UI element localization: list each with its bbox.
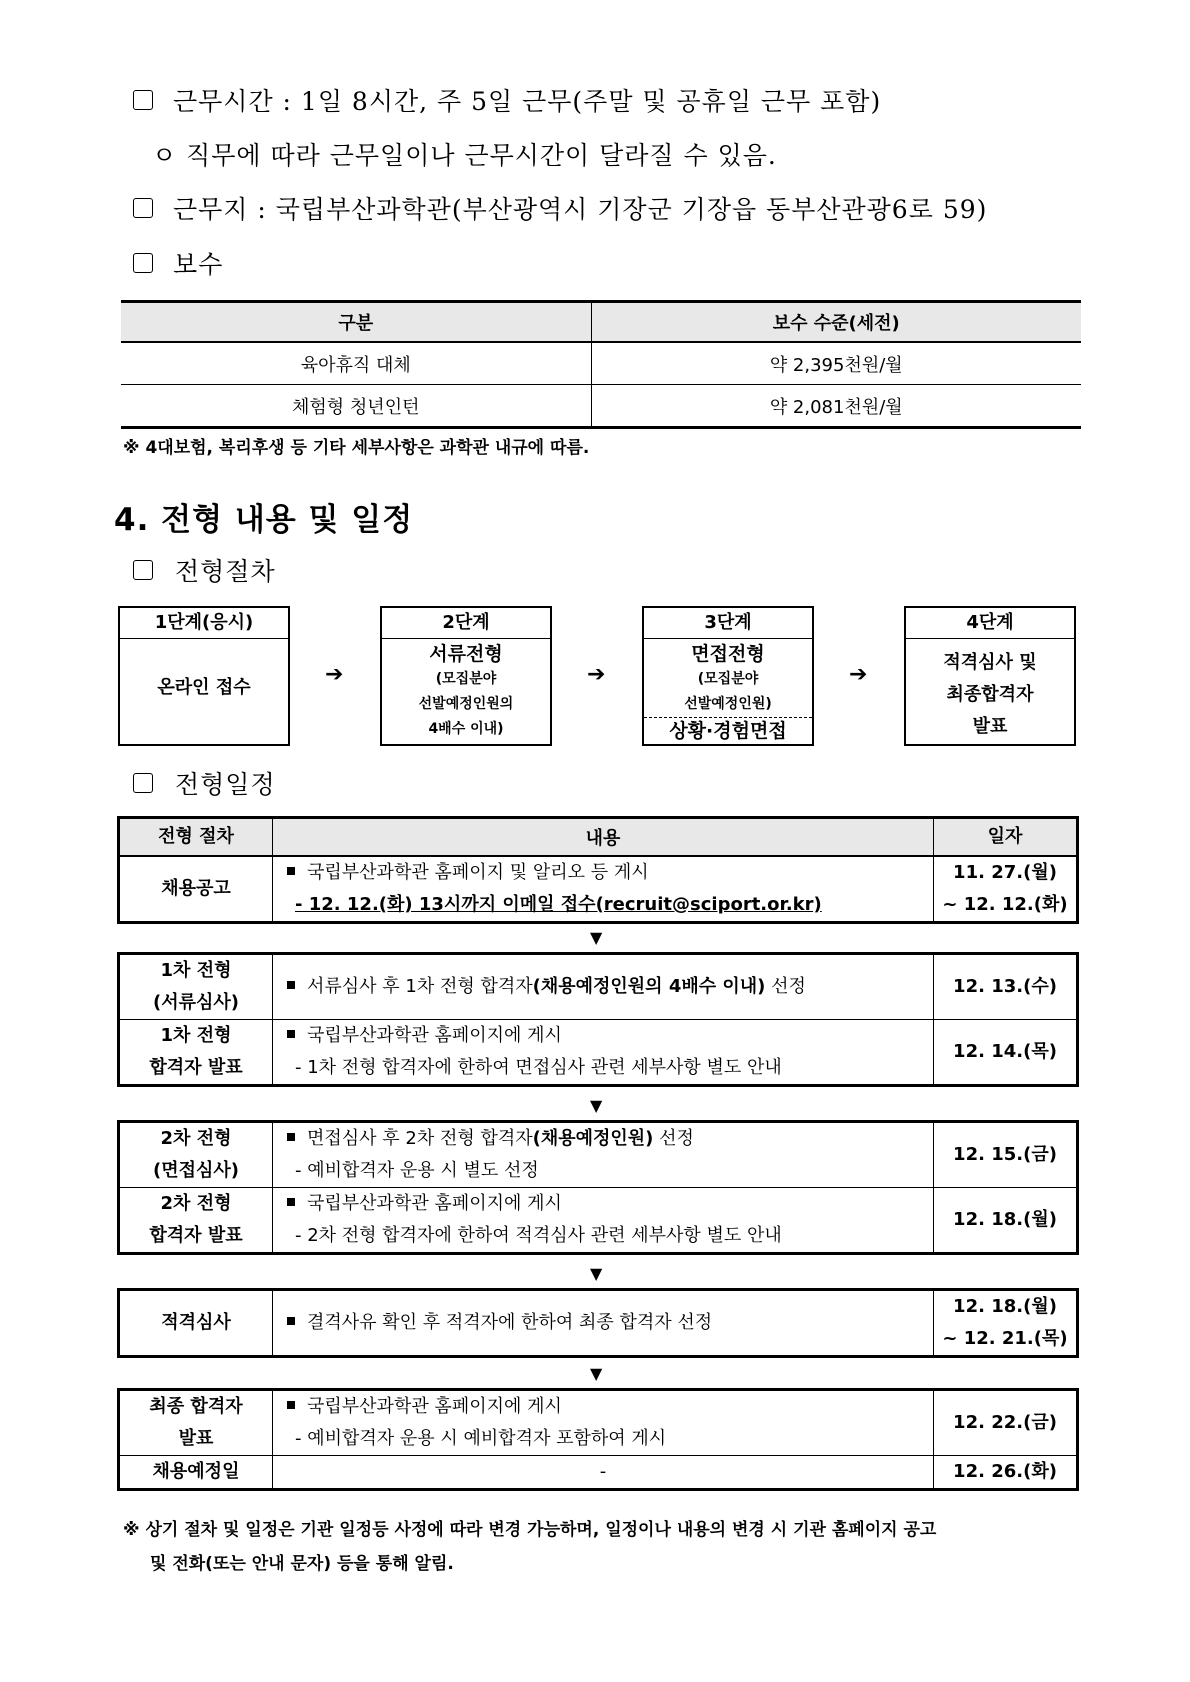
step-body: (모집분야: [435, 671, 497, 687]
step-body: 최종합격자: [946, 684, 1034, 705]
schedule-content: 서류심사 후 1차 전형 합격자(채용예정인원의 4배수 이내) 선정: [273, 954, 934, 1020]
pay-cell: 육아휴직 대체: [121, 342, 591, 385]
table-row: [119, 1390, 1078, 1456]
pay-header-level: 보수 수준(세전): [591, 302, 1081, 343]
bullet-icon: [287, 1030, 295, 1038]
bullet-icon: [287, 867, 295, 875]
table-row: [119, 1290, 1078, 1357]
table-row: [119, 1122, 1078, 1188]
pay-note: ※ 4대보험, 복리후생 등 기타 세부사항은 과학관 내규에 따름.: [123, 438, 590, 458]
table-row: [119, 1020, 1078, 1086]
footnote: 및 전화(또는 안내 문자) 등을 통해 알림.: [150, 1554, 454, 1574]
schedule-step: 2차 전형 (면접심사): [119, 1122, 273, 1188]
pay-header-category: 구분: [121, 302, 591, 343]
schedule-title: 전형일정: [175, 770, 276, 799]
down-arrow-icon: ▼: [590, 1096, 603, 1115]
arrow-right-icon: ➔: [587, 662, 606, 687]
schedule-date: 12. 14.(목): [934, 1020, 1078, 1086]
schedule-content: 국립부산과학관 홈페이지에 게시 - 예비합격자 운용 시 예비합격자 포함하여 게시: [273, 1390, 934, 1456]
schedule-step: 2차 전형 합격자 발표: [119, 1188, 273, 1254]
step-body: 선발예정인원): [644, 692, 812, 718]
schedule-content: 결격사유 확인 후 적격자에 한하여 최종 합격자 선정: [273, 1290, 934, 1357]
table-row: [119, 954, 1078, 1020]
arrow-right-icon: ➔: [325, 662, 344, 687]
footnote: ※ 상기 절차 및 일정은 기관 일정등 사정에 따라 변경 가능하며, 일정이나 내용의 변경 시 기관 홈페이지 공고: [123, 1520, 937, 1540]
step-body: 발표: [972, 716, 1008, 737]
work-hours-note: ㅇ 직무에 따라 근무일이나 근무시간이 달라질 수 있음.: [152, 141, 777, 170]
bullet-icon: [287, 1198, 295, 1206]
schedule-header-step: 전형 절차: [119, 818, 273, 857]
schedule-date: 12. 18.(월): [934, 1188, 1078, 1254]
step-head: 1단계(응시): [120, 608, 288, 639]
step-box-1: [118, 606, 290, 746]
down-arrow-icon: ▼: [590, 928, 603, 947]
schedule-step: 채용공고: [119, 856, 273, 923]
step-body: 선발예정인원의: [418, 696, 514, 712]
checkbox-icon: [133, 198, 153, 218]
schedule-date: 12. 15.(금): [934, 1122, 1078, 1188]
checkbox-icon: [133, 560, 153, 580]
table-row: [119, 1188, 1078, 1254]
schedule-date: 12. 18.(월) ~ 12. 21.(목): [934, 1290, 1078, 1357]
table-row: [119, 856, 1078, 923]
schedule-content: 국립부산과학관 홈페이지에 게시 - 2차 전형 합격자에 한하여 적격심사 관련 세부사항 별도 안내: [273, 1188, 934, 1254]
bullet-icon: [287, 1401, 295, 1409]
step-body: 4배수 이내): [428, 721, 504, 737]
pay-table: [121, 300, 1081, 429]
schedule-date: [934, 856, 1078, 923]
schedule-table: [117, 1120, 1079, 1255]
schedule-header-content: 내용: [273, 818, 934, 857]
step-body: 서류전형: [429, 643, 503, 665]
step-body: 상황·경험면접: [669, 720, 787, 742]
down-arrow-icon: ▼: [590, 1364, 603, 1383]
checkbox-icon: [133, 773, 153, 793]
schedule-table: [117, 952, 1079, 1087]
work-hours: 근무시간 : 1일 8시간, 주 5일 근무(주말 및 공휴일 근무 포함): [173, 87, 882, 116]
pay-cell: 약 2,081천원/월: [591, 385, 1081, 428]
checkbox-icon: [133, 90, 153, 110]
step-body: 면접전형: [691, 643, 765, 665]
content-line: 국립부산과학관 홈페이지 및 알리오 등 게시: [307, 862, 649, 883]
table-row: [119, 1456, 1078, 1490]
date-line: ~ 12. 12.(화): [942, 894, 1068, 915]
schedule-header-date: 일자: [934, 818, 1078, 857]
pay-cell: 약 2,395천원/월: [591, 342, 1081, 385]
schedule-date: 12. 22.(금): [934, 1390, 1078, 1456]
step-body: 적격심사 및: [943, 652, 1037, 673]
schedule-table: [117, 1388, 1079, 1491]
date-line: 11. 27.(월): [953, 862, 1057, 883]
bullet-icon: [287, 1133, 295, 1141]
table-row: [121, 342, 1081, 385]
bullet-icon: [287, 981, 295, 989]
schedule-step: 1차 전형 합격자 발표: [119, 1020, 273, 1086]
table-row: [121, 385, 1081, 428]
content-line: - 12. 12.(화) 13시까지 이메일 접수(recruit@sciport.or.kr): [295, 894, 822, 915]
schedule-table: [117, 1288, 1079, 1358]
schedule-content: [273, 856, 934, 923]
schedule-step: 1차 전형 (서류심사): [119, 954, 273, 1020]
work-location: 근무지 : 국립부산과학관(부산광역시 기장군 기장읍 동부산관광6로 59): [173, 195, 988, 224]
bullet-icon: [287, 1317, 295, 1325]
schedule-step: 적격심사: [119, 1290, 273, 1357]
schedule-date: 12. 26.(화): [934, 1456, 1078, 1490]
schedule-step: 채용예정일: [119, 1456, 273, 1490]
procedure-title: 전형절차: [175, 557, 276, 586]
down-arrow-icon: ▼: [590, 1264, 603, 1283]
schedule-content: 국립부산과학관 홈페이지에 게시 - 1차 전형 합격자에 한하여 면접심사 관련 세부사항 별도 안내: [273, 1020, 934, 1086]
step-box-4: [904, 606, 1076, 746]
schedule-content: -: [273, 1456, 934, 1490]
schedule-table: [117, 816, 1079, 924]
step-body: 온라인 접수: [157, 677, 251, 698]
step-head: 3단계: [644, 608, 812, 639]
step-head: 4단계: [906, 608, 1074, 639]
schedule-content: 면접심사 후 2차 전형 합격자(채용예정인원) 선정 - 예비합격자 운용 시 별도 선정: [273, 1122, 934, 1188]
arrow-right-icon: ➔: [849, 662, 868, 687]
step-box-3: [642, 606, 814, 746]
schedule-step: 최종 합격자 발표: [119, 1390, 273, 1456]
pay-title: 보수: [173, 250, 224, 279]
step-box-2: [380, 606, 552, 746]
checkbox-icon: [133, 253, 153, 273]
section-title: 4. 전형 내용 및 일정: [114, 502, 414, 538]
pay-cell: 체험형 청년인턴: [121, 385, 591, 428]
step-body: (모집분야: [697, 671, 759, 687]
schedule-date: 12. 13.(수): [934, 954, 1078, 1020]
step-head: 2단계: [382, 608, 550, 639]
